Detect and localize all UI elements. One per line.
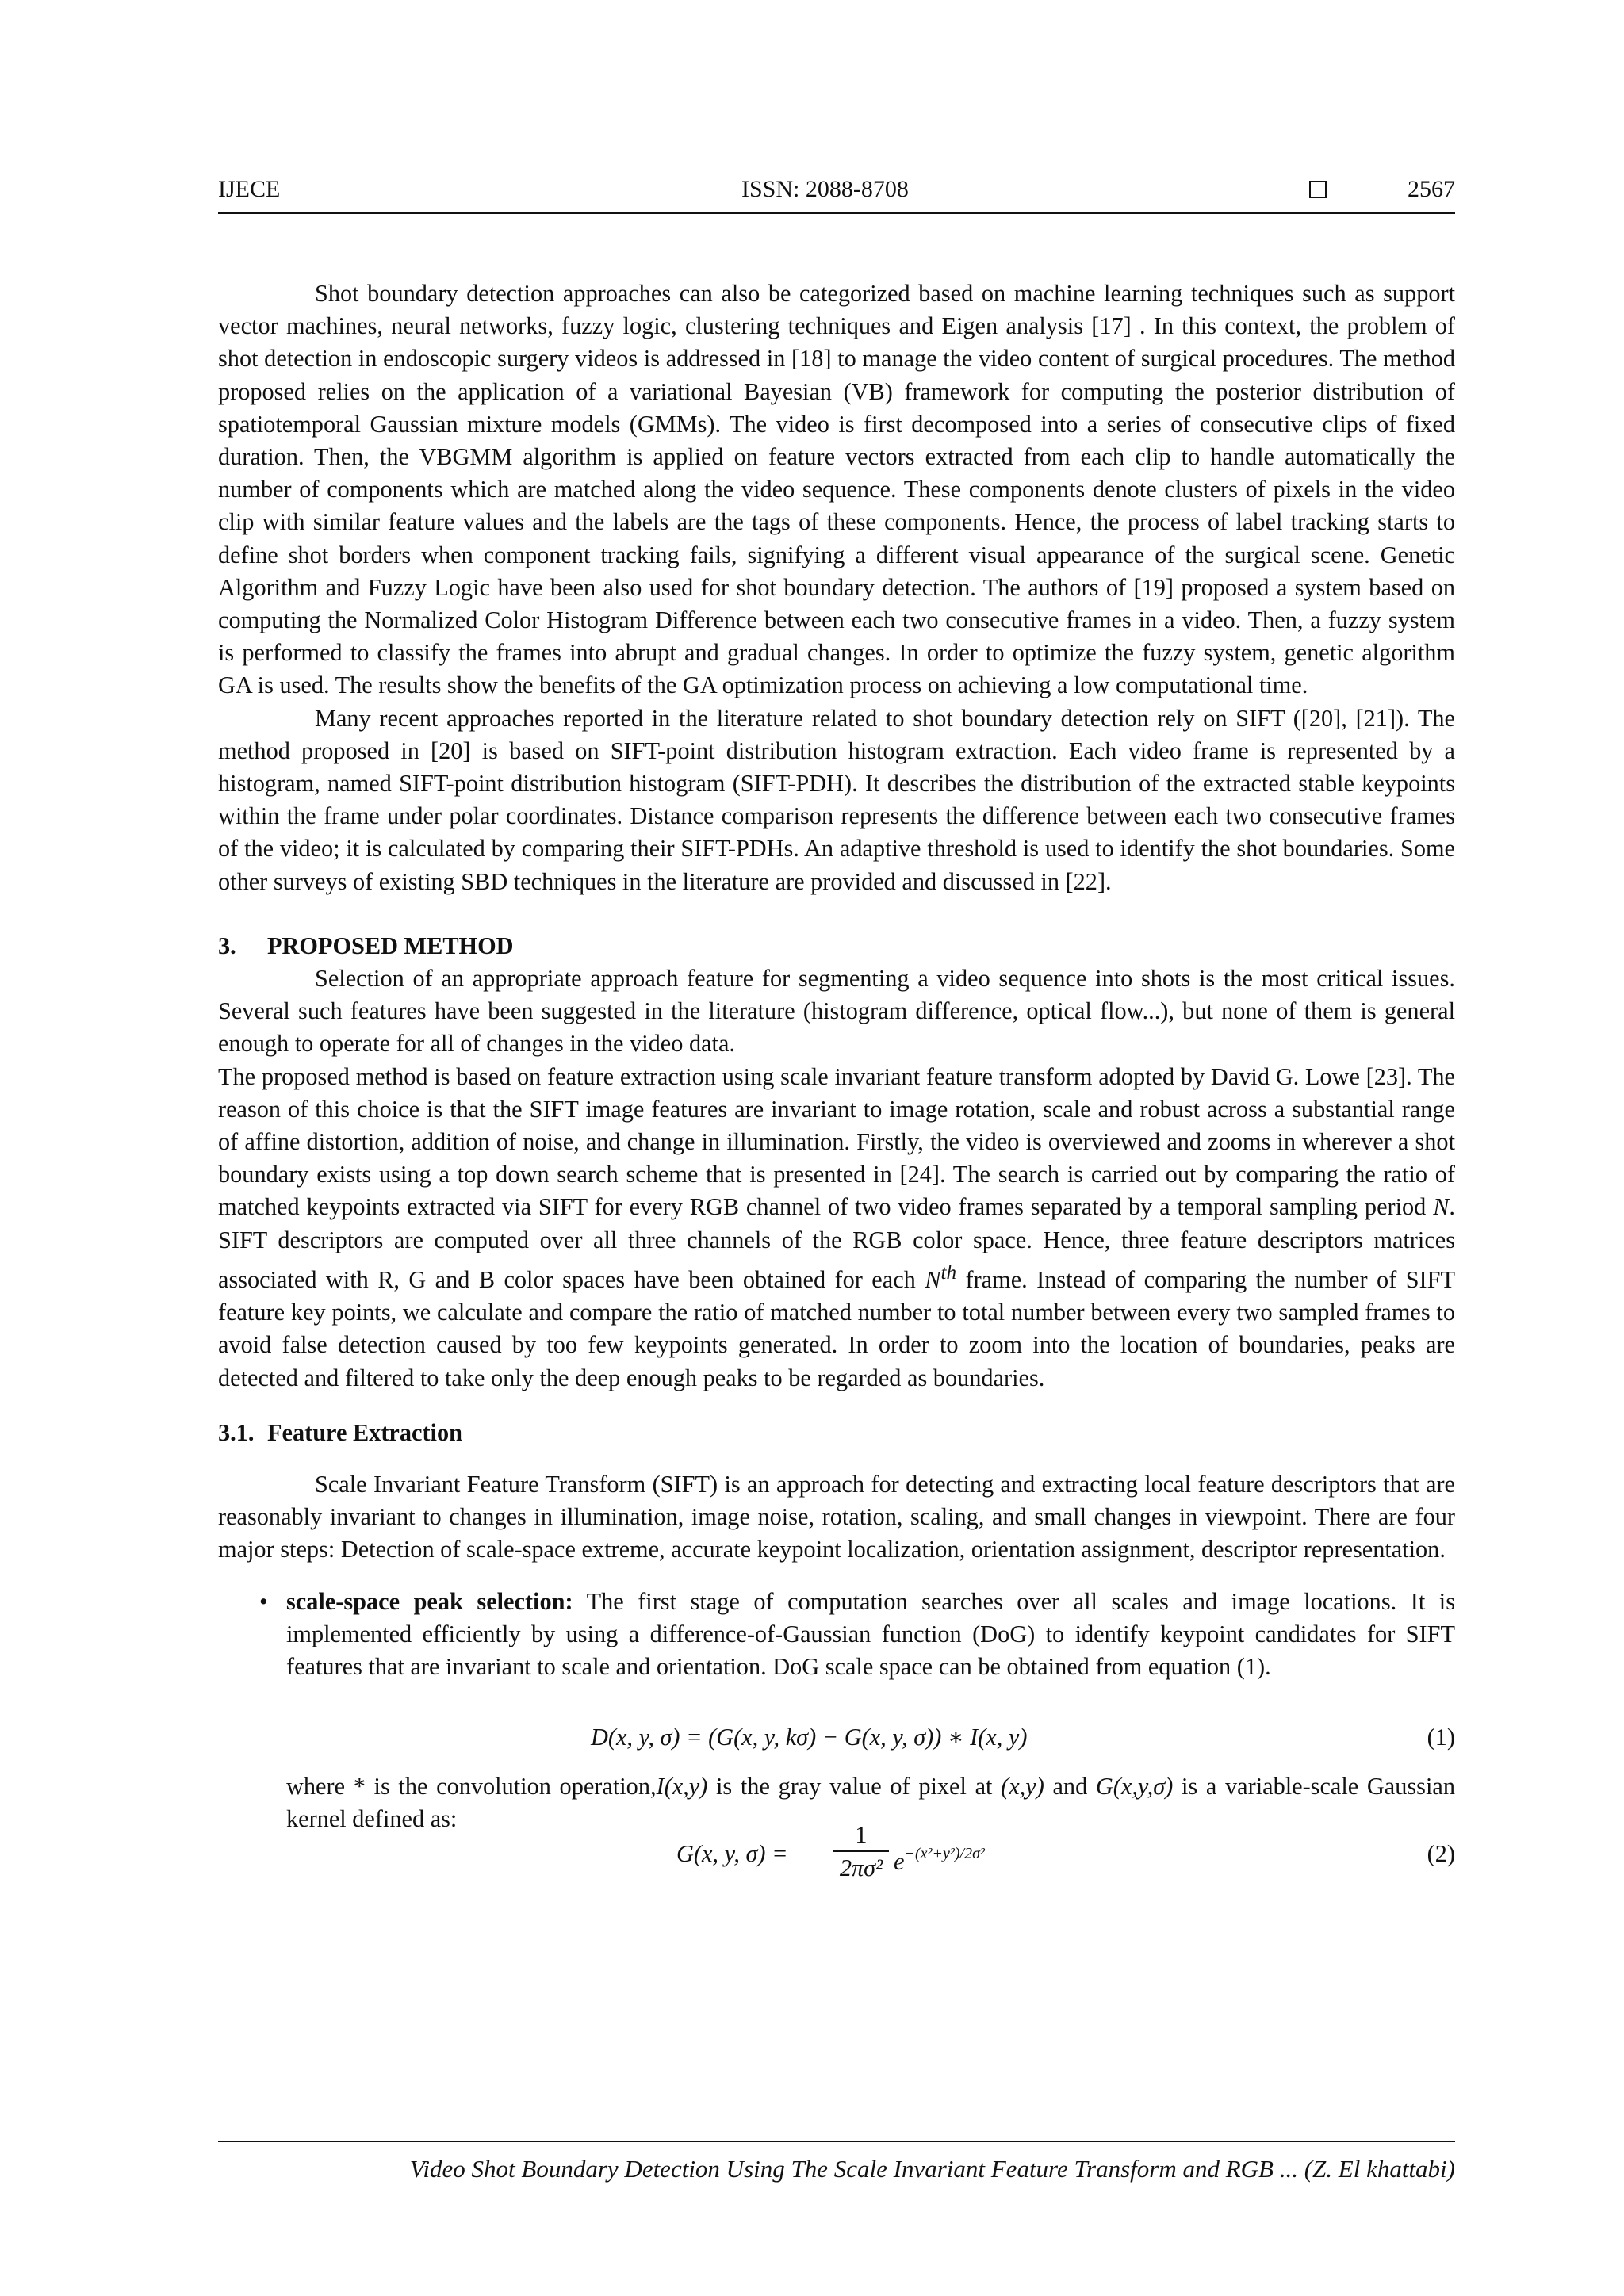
subsection-heading-feature-extraction [218, 1417, 1455, 1449]
body-text [218, 277, 1455, 1885]
page-footer: Video Shot Boundary Detection Using The Scale Invariant Feature Transform and RGB ... (Z. El khattabi) [409, 2155, 1455, 2183]
equation-2-exponent: −(x²+y²)/2σ² [904, 1844, 985, 1862]
bullet-scale-space [218, 1586, 1455, 1684]
equation-2-lhs: G(x, y, σ) = [676, 1839, 788, 1867]
page-header [218, 176, 1455, 214]
bullet-label: scale-space peak selection: [286, 1587, 573, 1615]
section-number: 3. [218, 932, 236, 959]
subsection-number: 3.1. [218, 1418, 255, 1446]
equation-1-explanation: where * is the convolution operation,I(x,y) is the gray value of pixel at (x,y) and G(x,y,σ) is a variable-scale Gaussian kernel defined as: [286, 1773, 1455, 1833]
bullet-dot-icon: • [259, 1587, 268, 1615]
section-title: PROPOSED METHOD [267, 932, 514, 959]
equation-1 [218, 1707, 1455, 1770]
fraction-numerator: 1 [833, 1819, 889, 1852]
journal-name: IJECE [218, 176, 281, 202]
page-number: 2567 [1408, 176, 1455, 202]
paragraph-feature-selection: Selection of an appropriate approach feature for segmenting a video sequence into shots is the most critical issues. Several such features have been suggested in the literature (histogram difference, optical flow...), but none of them is general enough to operate for all of changes in the video data. [218, 965, 1455, 1058]
square-icon [1309, 181, 1327, 198]
subsection-title: Feature Extraction [267, 1418, 462, 1446]
paragraph-ml-techniques: Shot boundary detection approaches can also be categorized based on machine learning techniques such as support vector machines, neural networks, fuzzy logic, clustering techniques and Eigen analysis [17] . In this context, the problem of shot detection in endoscopic surgery videos is addressed in [18] to manage the video content of surgical procedures. The method proposed relies on the application of a variational Bayesian (VB) framework for computing the posterior distribution of spatiotemporal Gaussian mixture models (GMMs). The video is first decomposed into a series of consecutive clips of fixed duration. Then, the VBGMM algorithm is applied on feature vectors extracted from each clip to handle automatically the number of components which are matched along the video sequence. These components denote clusters of pixels in the video clip with similar feature values and the labels are the tags of these components. Hence, the process of label tracking starts to define shot borders when component tracking fails, signifying a different visual appearance of the surgical scene. Genetic Algorithm and Fuzzy Logic have been also used for shot boundary detection. The authors of [19] proposed a system based on computing the Normalized Color Histogram Difference between each two consecutive frames in a video. Then, a fuzzy system is performed to classify the frames into abrupt and gradual changes. In order to optimize the fuzzy system, genetic algorithm GA is used. The results show the benefits of the GA optimization process on achieving a low computational time. [218, 280, 1455, 699]
equation-2 [218, 1820, 1455, 1885]
paragraph-sift-approaches: Many recent approaches reported in the literature related to shot boundary detection rely on SIFT ([20], [21]). The method proposed in [20] is based on SIFT-point distribution histogram extraction. Each video frame is represented by a histogram, named SIFT-point distribution histogram (SIFT-PDH). It describes the distribution of the extracted stable keypoints within the frame under polar coordinates. Distance comparison represents the difference between each two consecutive frames of the video; it is calculated by comparing their SIFT-PDHs. An adaptive threshold is used to identify the shot boundaries. Some other surveys of existing SBD techniques in the literature are provided and discussed in [22]. [218, 704, 1455, 895]
issn: ISSN: 2088-8708 [741, 176, 909, 202]
footer-rule [218, 2141, 1455, 2142]
paragraph-sift-intro: Scale Invariant Feature Transform (SIFT) is an approach for detecting and extracting local feature descriptors that are reasonably invariant to changes in illumination, image noise, rotation, scaling, and small changes in viewpoint. There are four major steps: Detection of scale-space extreme, accurate keypoint localization, orientation assignment, descriptor representation. [218, 1471, 1455, 1563]
paragraph-proposed-method: The proposed method is based on feature extraction using scale invariant feature transform adopted by David G. Lowe [23]. The reason of this choice is that the SIFT image features are invariant to image rotation, scale and robust across a substantial range of affine distortion, addition of noise, and change in illumination. Firstly, the video is overviewed and zooms in wherever a shot boundary exists using a top down search scheme that is presented in [24]. The search is carried out by comparing the ratio of matched keypoints extracted via SIFT for every RGB channel of two video frames separated by a temporal sampling period N. SIFT descriptors are computed over all three channels of the RGB color space. Hence, three feature descriptors matrices associated with R, G and B color spaces have been obtained for each $N^{th}$ frame. Instead of comparing the number of SIFT feature key points, we calculate and compare the ratio of matched number to total number between every two sampled frames to avoid false detection caused by too few keypoints generated. In order to zoom into the location of boundaries, peaks are detected and filtered to take only the deep enough peaks to be regarded as boundaries. [218, 1062, 1455, 1391]
math-Nth: N [925, 1265, 941, 1293]
equation-1-number: (1) [1427, 1724, 1455, 1751]
equation-2-fraction [833, 1819, 889, 1884]
math-N: N [1433, 1193, 1450, 1221]
equation-1-expression: D(x, y, σ) = (G(x, y, kσ) − G(x, y, σ)) ∗ I(x, y) [591, 1724, 1028, 1751]
equation-2-number: (2) [1427, 1839, 1455, 1867]
equation-2-exponential: $e^{-(x^2+y^2)/2\sigma^2}$ [894, 1844, 985, 1875]
fraction-denominator: 2πσ² [839, 1854, 883, 1881]
bullet-text: The first stage of computation searches over all scales and image locations. It is implemented efficiently by using a difference-of-Gaussian function (DoG) to identify keypoint candidates for SIFT features that are invariant to scale and orientation. DoG scale space can be obtained from equation (1). [286, 1587, 1455, 1681]
header-rule [218, 212, 1455, 214]
section-heading-proposed-method [218, 930, 1455, 962]
